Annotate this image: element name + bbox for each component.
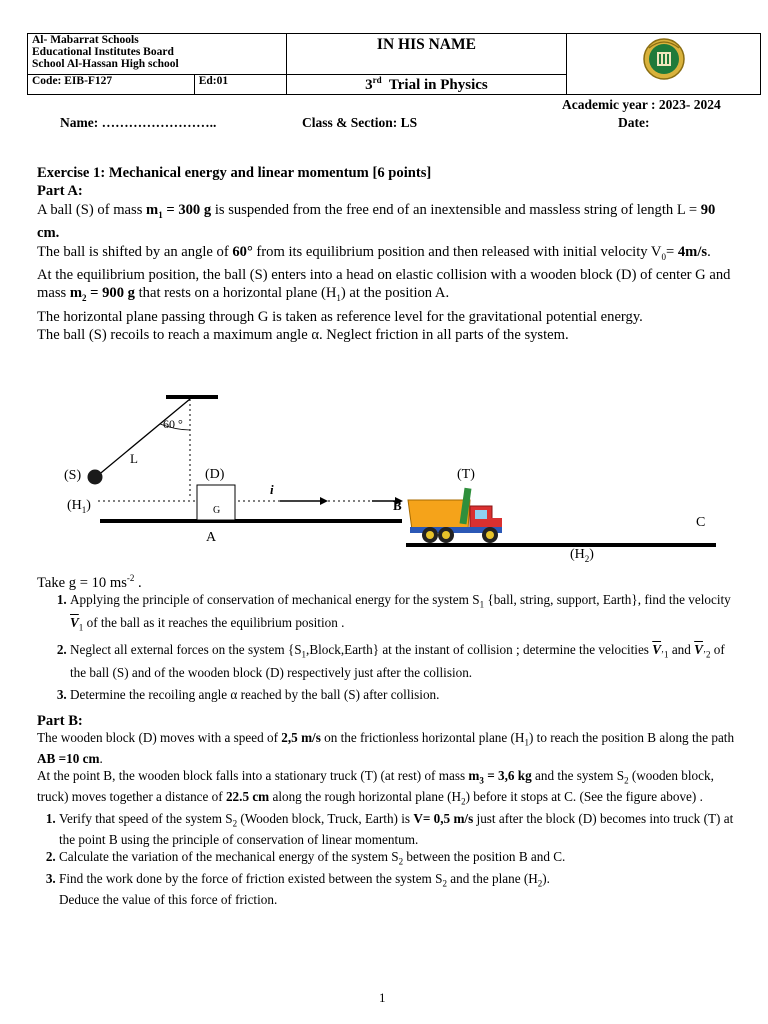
school-logo [643,36,685,82]
ball-s [88,470,103,485]
truck-window [475,510,487,519]
center-g-label: G [213,505,221,516]
trial-cell [286,75,567,95]
pendulum-string [96,399,190,477]
school-line-2: Educational Institutes Board [32,46,174,58]
part-b-title: Part B: [37,713,83,729]
academic-year: Academic year : 2023- 2024 [562,97,721,112]
paragraph-5: The ball (S) recoils to reach a maximum angle α. Neglect friction in all parts of the system. [37,326,569,343]
header-table [27,33,761,95]
code-cell: Code: EIB-F127 [28,75,195,95]
name-label: Name: …………………….. [60,115,217,130]
school-line-3: School Al-Hassan High school [32,58,179,70]
edition-cell: Ed:01 [194,75,286,95]
paragraph-1: A ball (S) of mass $m_1 = 300$ g is suspended from the free end of an inextensible and massless string of length L = 90 cm. [37,201,716,242]
exercise-body [37,164,737,344]
part-b-paragraph-1: The wooden block (D) moves with a speed of 2,5 m/s on the frictionless horizontal plane $(H_1)$ to reach the position B along the path AB =10 cm. [37,729,735,767]
point-a-label: A [206,530,217,545]
date-label: Date: [618,115,650,130]
truck-t [408,488,502,543]
exercise-title: Exercise 1: Mechanical energy and linear momentum [6 points] [37,165,432,181]
trial-number: 3 [365,77,373,93]
page-number: 1 [379,990,386,1005]
part-a-title: Part A: [37,183,83,200]
school-line-1: Al- Mabarrat Schools [32,34,139,46]
school-logo-icon [643,36,685,82]
point-b-label: B [393,498,402,513]
logo-cell [567,34,761,95]
part-a-questions [40,591,740,708]
trial-rest: Trial in Physics [381,77,488,93]
class-label: Class & Section: LS [302,115,418,130]
h1-label: $(H_1)$ [67,498,91,515]
question-a2: 2. Neglect all external forces on the system $\{S_1,Block,Earth\}$ at the instant of collision ; determine the velocities $\overline{V}_{’1}$ and $\overline{V}_{’2}$ of the ball (S) and of the wooden block (D) respectively just after the collision. [70,641,740,681]
title-cell [286,34,567,75]
part-b-paragraph-2: At the point B, the wooden block falls into a stationary truck (T) (at rest) of mass $m_3 = 3,6$ kg and the system $S_2$ (wooden block, truck) moves together a distance of 22.5 cm along the rough horizontal plane $(H_2)$ before it stops at C. (See the figure above) . [37,768,714,808]
question-b1: 1. Verify that speed of the system $S_2$ (Wooden block, Truck, Earth) is V= 0,5 m/s just after the block (D) becomes into truck (T) at the point B using the principle of conservation of linear momentum. [59,811,737,849]
string-length-label: L [130,451,138,466]
block-label: (D) [205,467,225,482]
unit-vector-arrowhead [320,497,328,505]
part-b [37,713,737,909]
take-g: Take g = 10 $ms^{-2}$ . [37,573,142,591]
question-a3: 3. Determine the recoiling angle α reached by the ball (S) after collision. [70,686,740,703]
angle-label: 60 ° [163,417,183,431]
h2-label: $(H_2)$ [570,547,594,564]
point-c-label: C [696,515,706,530]
truck-label: (T) [457,467,475,482]
school-info [28,34,287,75]
question-b2: 2. Calculate the variation of the mechanical energy of the system $S_2$ between the position B and C. [59,849,737,870]
truck-dump-bed [408,500,470,530]
unit-vector-label: i [270,482,274,497]
paragraph-2: The ball is shifted by an angle of 60° from its equilibrium position and then released with initial velocity $V_0= 4m/s$. [37,243,711,262]
paragraph-3: At the equilibrium position, the ball (S) enters into a head on elastic collision with a wooden block (D) of center G and mass $m_2 = 900$ g that rests on a horizontal plane $(H_1)$ at the position A. [37,266,731,304]
paragraph-4: The horizontal plane passing through G is taken as reference level for the gravitational potential energy. [37,308,643,325]
trial-sup: rd [372,75,382,85]
question-a1: 1. Applying the principle of conservation of mechanical energy for the system $S_1$ {ball, string, support, Earth}, find the velocity $\overline{V}_1$ of the ball as it reaches the equilibrium position . [70,591,740,636]
ball-label: (S) [64,468,82,483]
title-top: IN HIS NAME [376,36,476,53]
question-b3: 3. Find the work done by the force of friction existed between the system $S_2$ and the plane $(H_2)$. Deduce the value of this force of friction. [59,871,737,909]
physics-figure [0,380,768,570]
